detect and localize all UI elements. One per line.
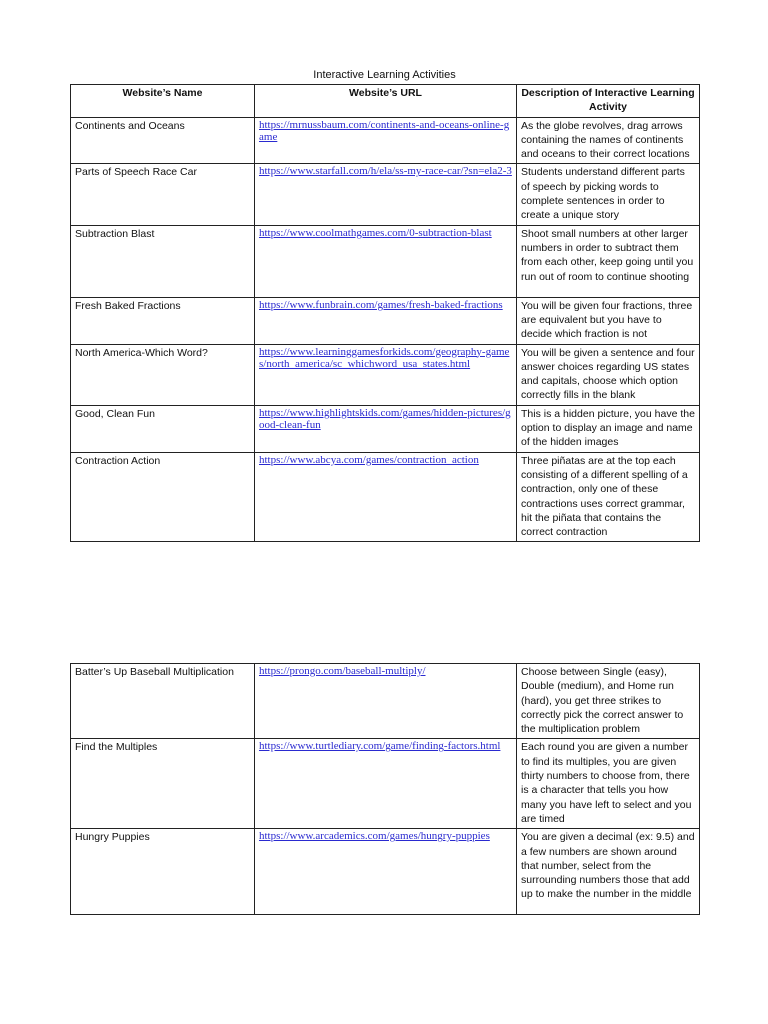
website-name-cell: Find the Multiples [71, 739, 255, 829]
website-url-cell [255, 664, 517, 739]
website-url-link[interactable]: https://www.starfall.com/h/ela/ss-my-race-car/?sn=ela2-3 [259, 165, 512, 178]
table-row [71, 344, 700, 405]
website-url-link[interactable]: https://www.abcya.com/games/contraction_action [259, 453, 479, 466]
website-name-cell: Continents and Oceans [71, 117, 255, 164]
description-cell: Choose between Single (easy), Double (medium), and Home run (hard), you get three strikes to correctly pick the correct answer to the multiplication problem [517, 664, 700, 739]
website-url-cell [255, 164, 517, 225]
table-row [71, 164, 700, 225]
website-name-cell: Hungry Puppies [71, 829, 255, 915]
header-description: Description of Interactive Learning Activity [517, 85, 700, 118]
header-website-url: Website’s URL [255, 85, 517, 118]
table-row [71, 664, 700, 739]
website-url-cell [255, 344, 517, 405]
table-row [71, 225, 700, 297]
table-row [71, 829, 700, 915]
website-url-link[interactable]: https://www.highlightskids.com/games/hidden-pictures/good-clean-fun [259, 406, 511, 432]
website-name-cell: Contraction Action [71, 452, 255, 542]
table-row [71, 405, 700, 452]
website-url-link[interactable]: https://mrnussbaum.com/continents-and-oceans-online-game [259, 118, 510, 144]
table-row [71, 739, 700, 829]
website-url-cell [255, 829, 517, 915]
table-header-row [71, 85, 700, 118]
website-url-link[interactable]: https://www.learninggamesforkids.com/geography-games/north_america/sc_whichword_usa_states.html [259, 345, 510, 371]
website-url-link[interactable]: https://www.funbrain.com/games/fresh-baked-fractions [259, 298, 503, 311]
table-row [71, 297, 700, 344]
description-cell: You will be given four fractions, three are equivalent but you have to decide which fraction is not [517, 297, 700, 344]
description-cell: You are given a decimal (ex: 9.5) and a few numbers are shown around that number, select from the surrounding numbers those that add up to make the number in the middle [517, 829, 700, 915]
website-url-cell [255, 225, 517, 297]
website-url-cell [255, 405, 517, 452]
description-cell: Students understand different parts of speech by picking words to complete sentences in order to create a unique story [517, 164, 700, 225]
website-url-link[interactable]: https://www.coolmathgames.com/0-subtraction-blast [259, 226, 492, 239]
website-name-cell: Fresh Baked Fractions [71, 297, 255, 344]
website-url-cell [255, 117, 517, 164]
description-cell: Three piñatas are at the top each consisting of a different spelling of a contraction, only one of these contractions uses correct grammar, hit the piñata that contains the correct contraction [517, 452, 700, 542]
website-name-cell: Parts of Speech Race Car [71, 164, 255, 225]
description-cell: You will be given a sentence and four answer choices regarding US states and capitals, choose which option correctly fills in the blank [517, 344, 700, 405]
activities-table-1 [70, 84, 700, 542]
description-cell: Shoot small numbers at other larger numbers in order to subtract them from each other, keep going until you run out of room to continue shooting [517, 225, 700, 297]
activities-table-2 [70, 663, 700, 915]
table-row [71, 452, 700, 542]
website-url-link[interactable]: https://prongo.com/baseball-multiply/ [259, 665, 426, 677]
website-url-link[interactable]: https://www.arcademics.com/games/hungry-puppies [259, 830, 490, 843]
website-url-cell [255, 452, 517, 542]
website-url-cell [255, 739, 517, 829]
table-row [71, 117, 700, 164]
description-cell: As the globe revolves, drag arrows containing the names of continents and oceans to their correct locations [517, 117, 700, 164]
website-url-link[interactable]: https://www.turtlediary.com/game/finding-factors.html [259, 740, 501, 753]
website-name-cell: North America-Which Word? [71, 344, 255, 405]
website-name-cell: Good, Clean Fun [71, 405, 255, 452]
website-name-cell: Batter’s Up Baseball Multiplication [71, 664, 255, 739]
website-name-cell: Subtraction Blast [71, 225, 255, 297]
website-url-cell [255, 297, 517, 344]
description-cell: This is a hidden picture, you have the option to display an image and name of the hidden images [517, 405, 700, 452]
document-title: Interactive Learning Activities [313, 69, 456, 81]
header-website-name: Website’s Name [71, 85, 255, 118]
description-cell: Each round you are given a number to find its multiples, you are given thirty numbers to choose from, there is a character that tells you how many you have left to select and you are timed [517, 739, 700, 829]
